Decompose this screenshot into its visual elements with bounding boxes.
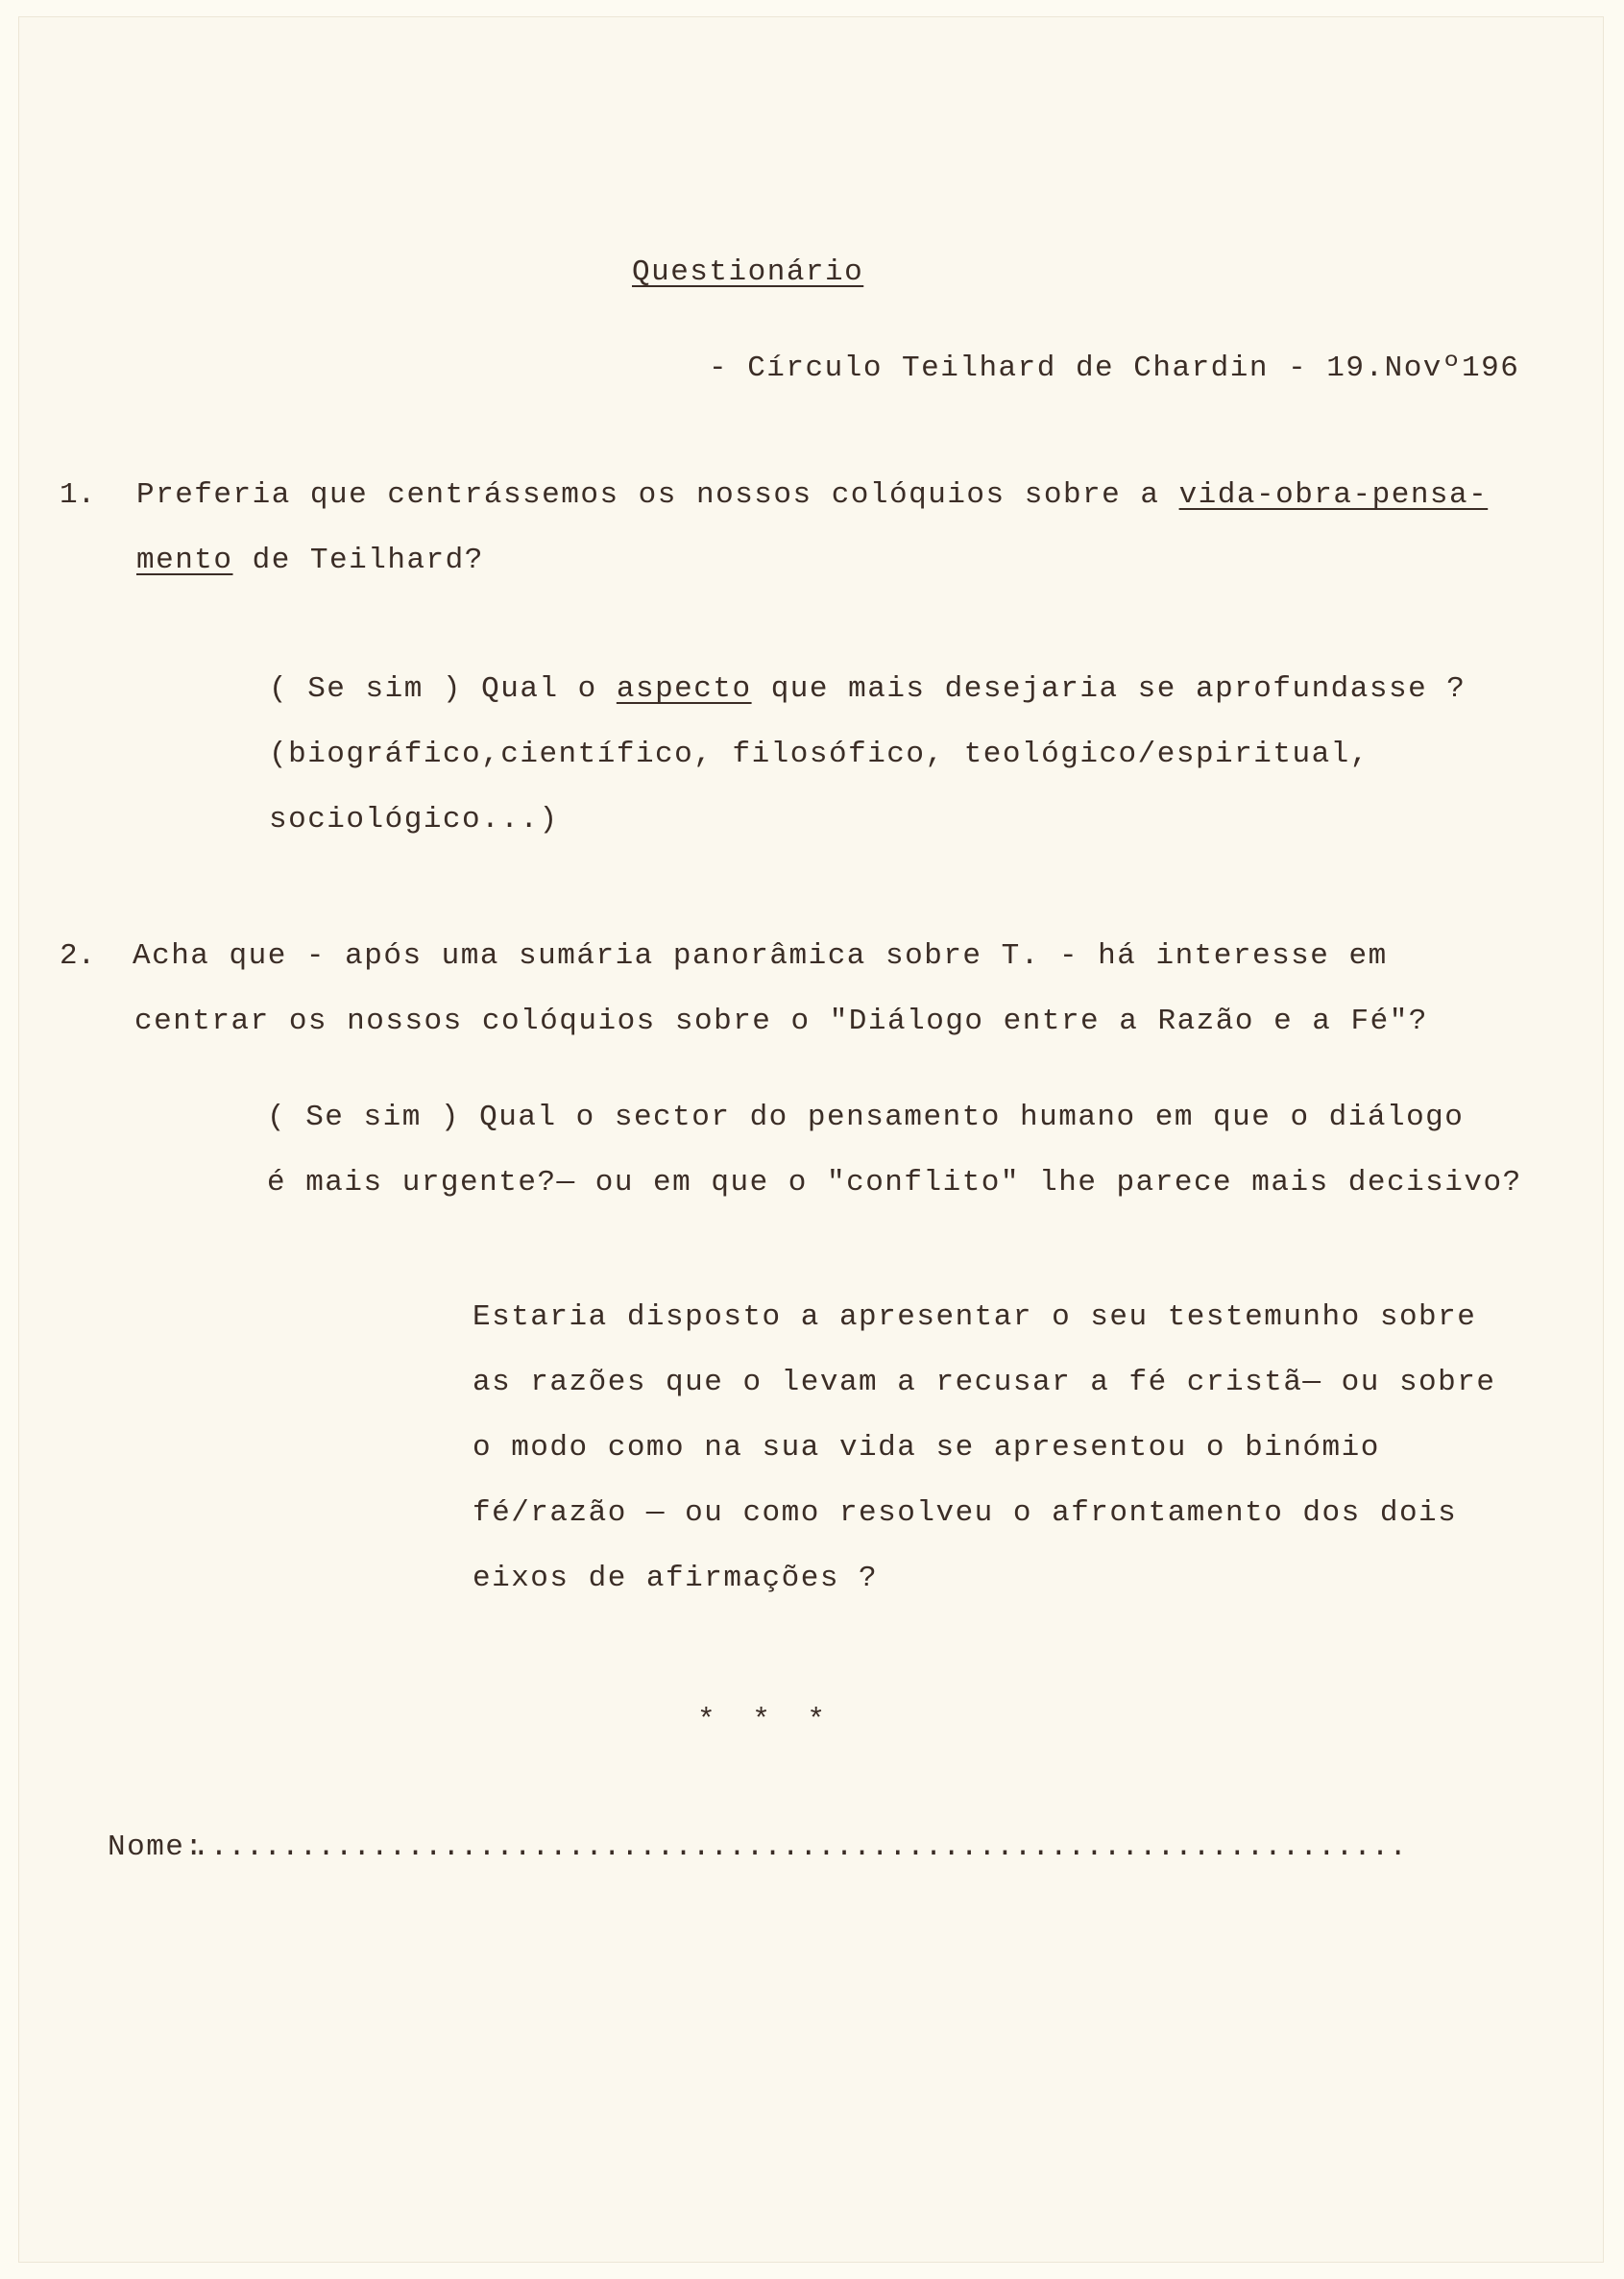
question-1-sub-line-2: (biográfico,científico, filosófico, teológico/espiritual, bbox=[269, 738, 1369, 771]
question-2-line-1: Acha que - após uma sumária panorâmica sobre T. - há interesse em bbox=[133, 939, 1388, 973]
question-1-sub-line-3: sociológico...) bbox=[269, 803, 559, 836]
question-1-line-1 bbox=[136, 476, 1488, 515]
question-1-underlined-b: mento bbox=[136, 544, 233, 577]
question-1-text-a: Preferia que centrássemos os nossos colóquios sobre a bbox=[136, 478, 1179, 512]
testimony-line-1: Estaria disposto a apresentar o seu testemunho sobre bbox=[473, 1300, 1477, 1334]
question-1-sub-underlined: aspecto bbox=[616, 672, 752, 706]
testimony-line-4: fé/razão — ou como resolveu o afrontamento dos dois bbox=[473, 1496, 1458, 1530]
question-2-number: 2. bbox=[60, 939, 96, 973]
questionnaire-sheet bbox=[19, 17, 1603, 2262]
question-2-sub-line-1: ( Se sim ) Qual o sector do pensamento humano em que o diálogo bbox=[267, 1101, 1465, 1134]
page-title: Questionário bbox=[632, 255, 864, 289]
question-1-text-b: de Teilhard? bbox=[232, 544, 484, 577]
question-2-sub-line-2: é mais urgente?— ou em que o "conflito" lhe parece mais decisivo? bbox=[267, 1166, 1522, 1200]
question-1-sub-text-a: ( Se sim ) Qual o bbox=[269, 672, 617, 706]
page-subtitle: - Círculo Teilhard de Chardin - 19.Novº196 bbox=[709, 352, 1520, 385]
name-field-dotted-line[interactable]: .................................................................... bbox=[192, 1830, 1408, 1864]
question-2-line-2: centrar os nossos colóquios sobre o "Diálogo entre a Razão e a Fé"? bbox=[134, 1005, 1428, 1038]
testimony-line-3: o modo como na sua vida se apresentou o binómio bbox=[473, 1431, 1380, 1465]
question-1-sub-line-1 bbox=[269, 670, 1466, 709]
question-1-number: 1. bbox=[60, 478, 96, 512]
name-label: Nome: bbox=[108, 1830, 205, 1864]
question-1-underlined-a: vida-obra-pensa- bbox=[1178, 478, 1489, 512]
testimony-line-2: as razões que o levam a recusar a fé cristã— ou sobre bbox=[473, 1366, 1496, 1399]
section-separator: * * * bbox=[697, 1704, 836, 1737]
testimony-line-5: eixos de afirmações ? bbox=[473, 1562, 879, 1595]
question-1-sub-text-b: que mais desejaria se aprofundasse ? bbox=[751, 672, 1466, 706]
question-1-line-2 bbox=[136, 542, 484, 580]
